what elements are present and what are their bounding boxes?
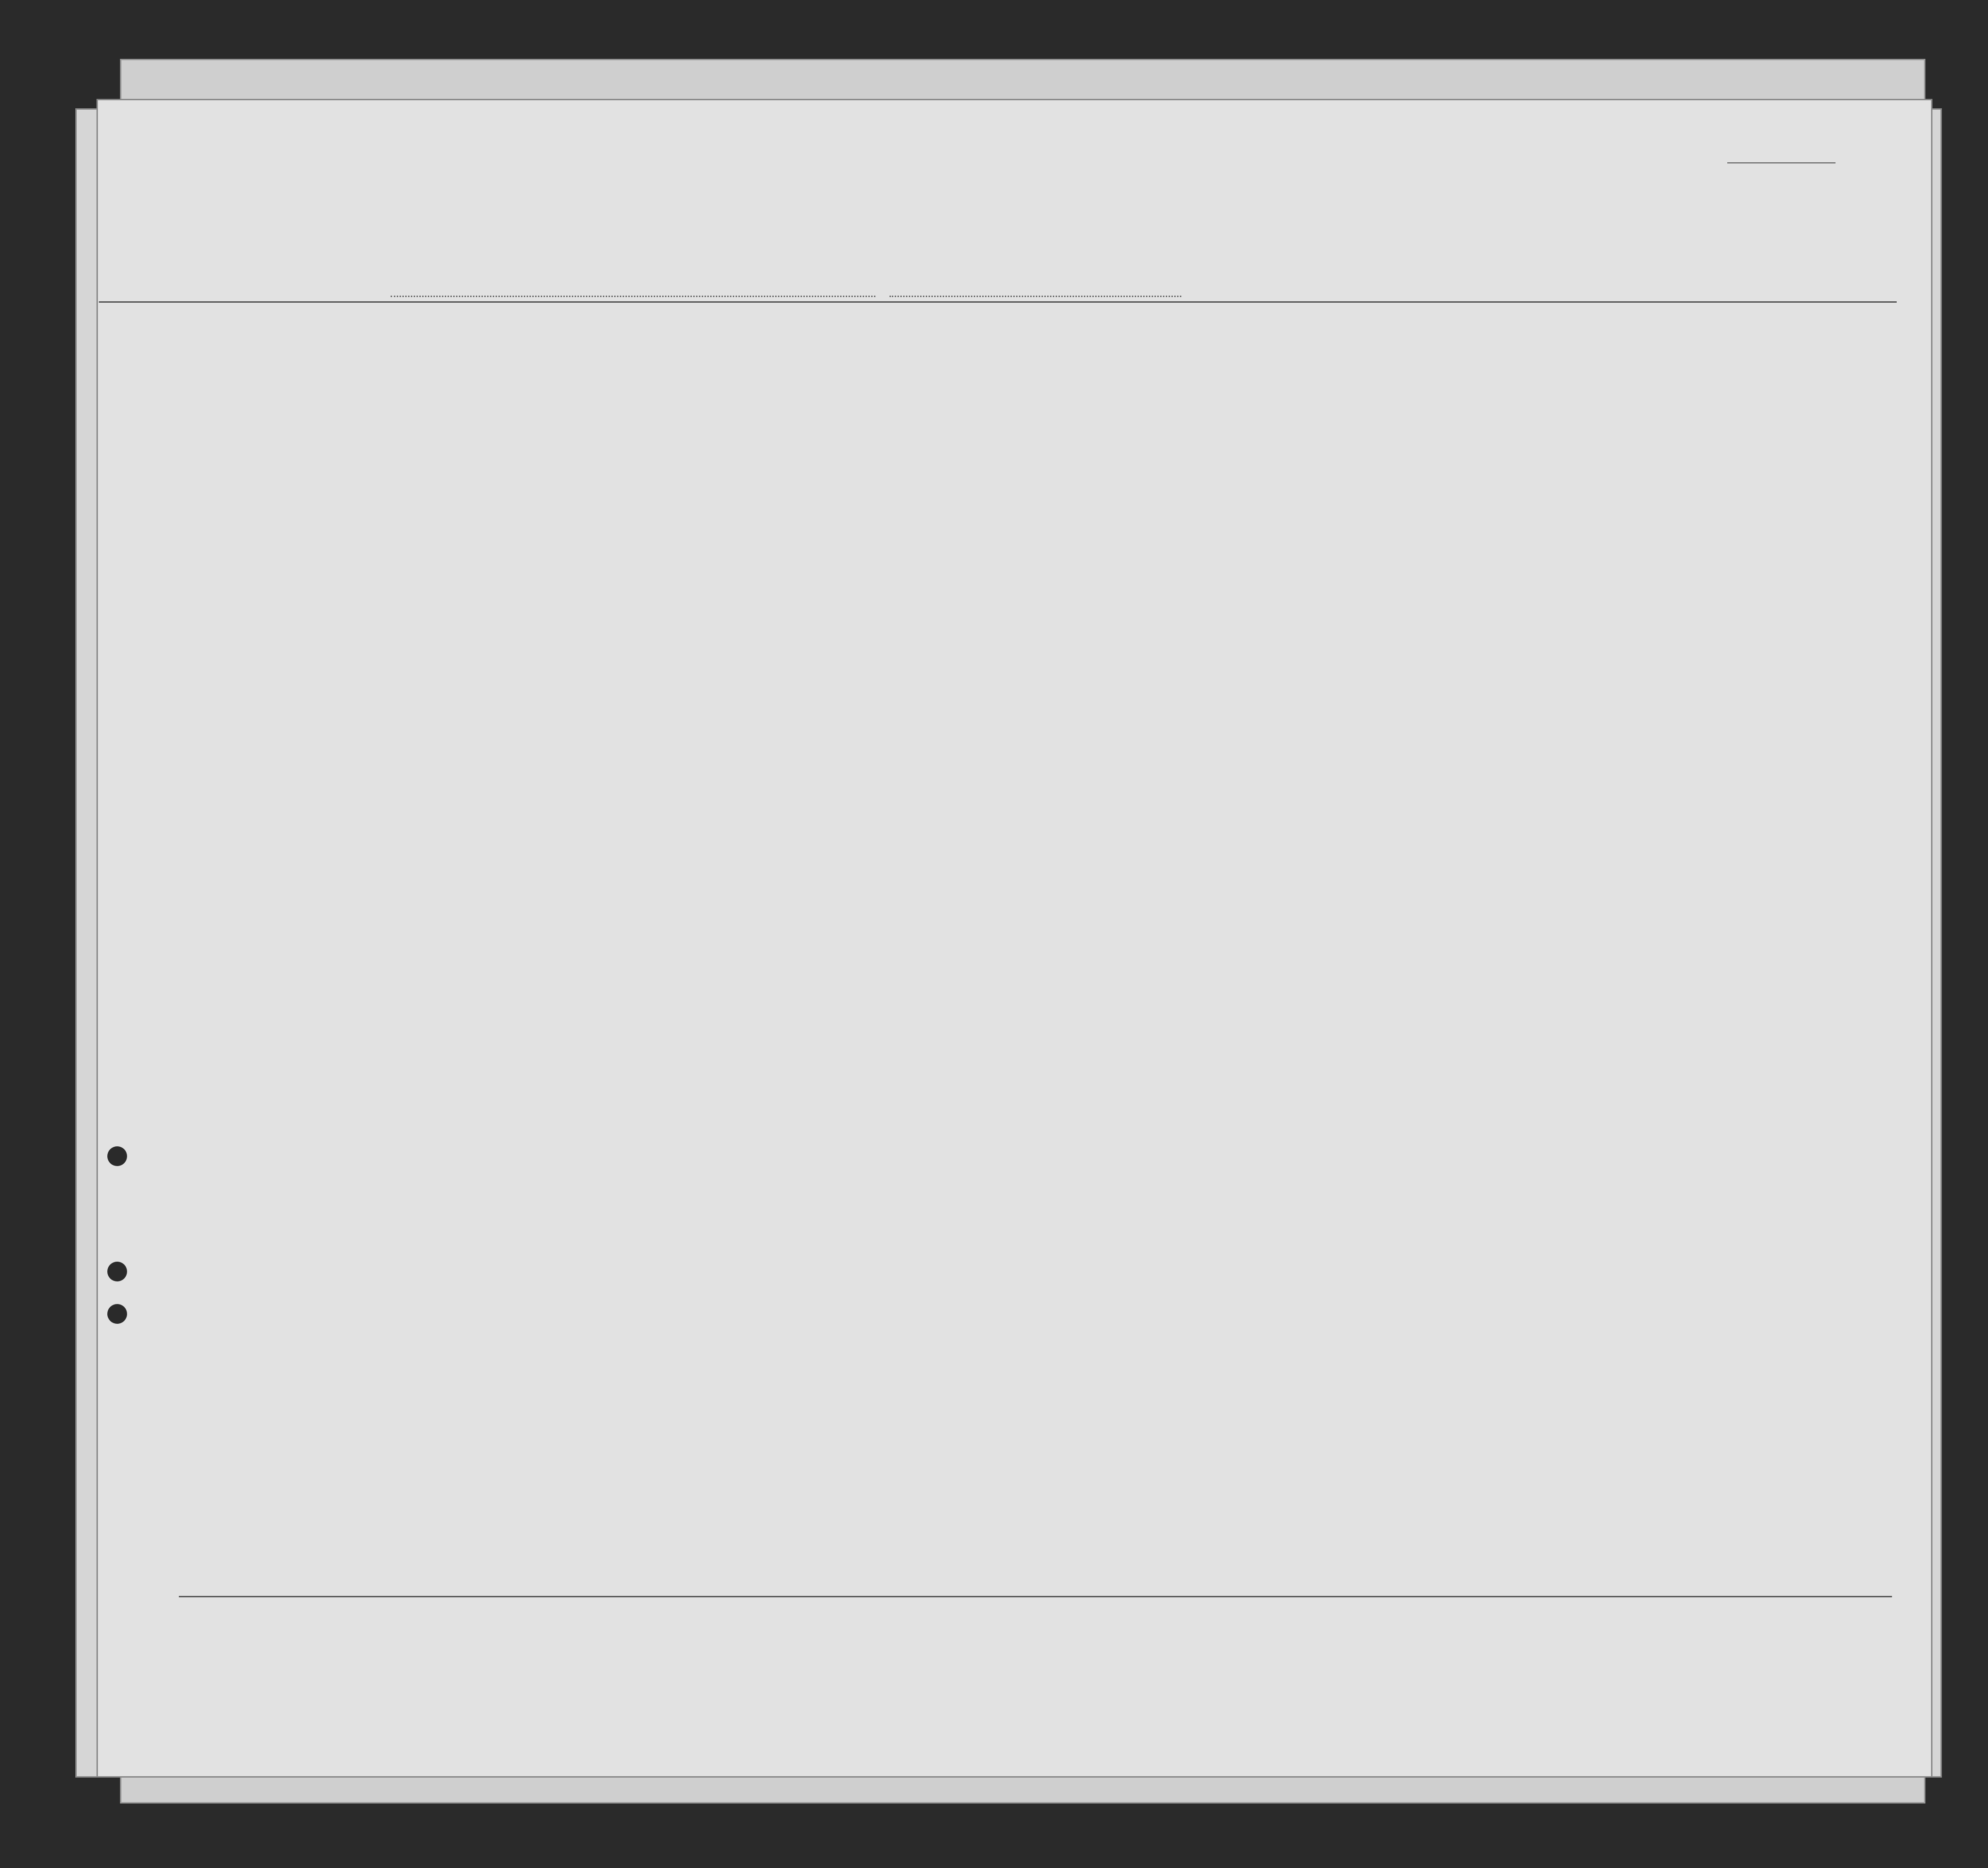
footer-divider: [179, 1596, 1892, 1597]
punch-hole: [107, 1304, 127, 1324]
punch-hole: [107, 1262, 127, 1281]
punch-hole: [107, 1146, 127, 1166]
header-divider: [99, 301, 1897, 303]
manifest-sheet: [96, 99, 1932, 1778]
date-dotted-line: [890, 296, 1181, 297]
list-underline: [1727, 162, 1836, 163]
port-dotted-line: [391, 296, 875, 297]
